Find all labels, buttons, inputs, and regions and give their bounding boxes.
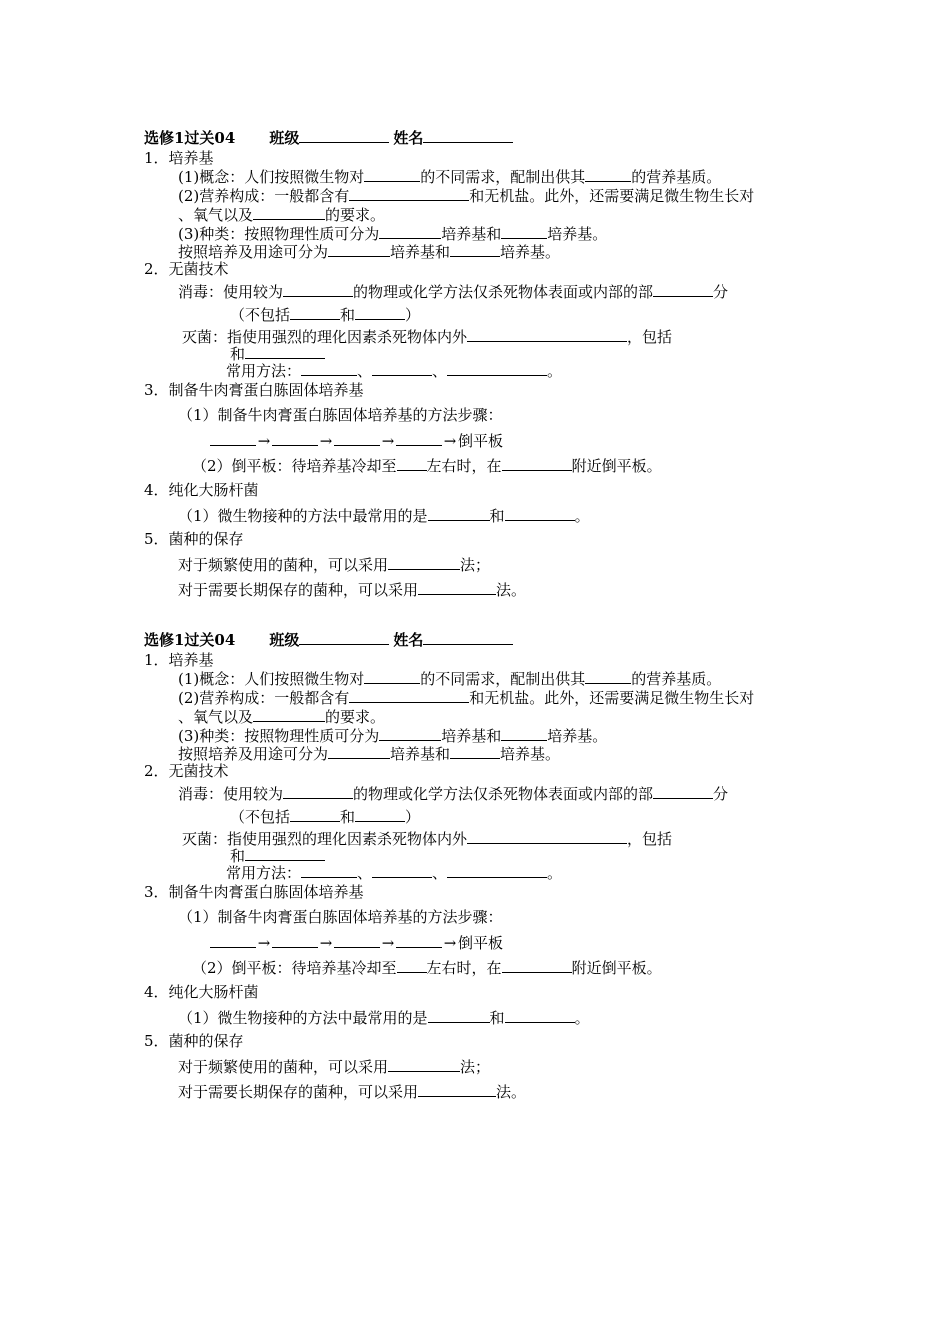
- text: （2）倒平板：待培养基冷却至: [192, 959, 397, 977]
- fill-blank[interactable]: [501, 726, 547, 741]
- section-1-title: 1．培养基: [144, 149, 214, 167]
- fill-blank[interactable]: [397, 456, 427, 471]
- fill-blank[interactable]: [328, 242, 390, 257]
- inoculation-line: [178, 1008, 590, 1027]
- class-blank[interactable]: [299, 630, 389, 645]
- text: ，包括: [627, 328, 673, 346]
- text: 常用方法：: [226, 362, 302, 380]
- text: （2）倒平板：待培养基冷却至: [192, 457, 397, 475]
- text: 和无机盐。此外，还需要满足微生物生长对: [469, 689, 755, 707]
- fill-blank[interactable]: [501, 224, 547, 239]
- text: 法；: [460, 556, 491, 574]
- section-2-title: 2．无菌技术: [144, 260, 229, 278]
- fill-blank[interactable]: [245, 846, 325, 861]
- fill-blank[interactable]: [301, 863, 357, 878]
- fill-blank[interactable]: [379, 224, 441, 239]
- section-5-title: 5．菌种的保存: [144, 1032, 244, 1050]
- arrow-icon: →: [319, 432, 333, 450]
- text: 、氧气以及: [178, 708, 254, 726]
- pour-line: [192, 456, 662, 475]
- fill-blank[interactable]: [301, 361, 357, 376]
- text: (1)概念：人们按照微生物对: [178, 168, 365, 186]
- fill-blank[interactable]: [447, 863, 547, 878]
- inoculation-line: [178, 506, 590, 525]
- fill-blank[interactable]: [364, 669, 420, 684]
- fill-blank[interactable]: [397, 958, 427, 973]
- methods-line: [226, 361, 562, 380]
- fill-blank[interactable]: [349, 688, 469, 703]
- text: 的物理或化学方法仅杀死物体表面或内部的部: [353, 785, 654, 803]
- section-1-title: 1．培养基: [144, 651, 214, 669]
- text: 对于需要长期保存的菌种，可以采用: [178, 581, 419, 599]
- section-4-title: 4．纯化大肠杆菌: [144, 983, 259, 1001]
- text: 。: [574, 507, 590, 525]
- fill-blank[interactable]: [253, 205, 325, 220]
- name-label: 姓名: [393, 129, 424, 147]
- concept-line: [178, 669, 721, 688]
- arrow-icon: →: [443, 432, 457, 450]
- text: 和: [340, 808, 356, 826]
- fill-blank[interactable]: [428, 506, 490, 521]
- disinfect-line: [178, 282, 728, 301]
- section-3-title: 3．制备牛肉膏蛋白胨固体培养基: [144, 883, 364, 901]
- text: 常用方法：: [226, 864, 302, 882]
- disinfect-line: [178, 784, 728, 803]
- text: 的营养基质。: [631, 670, 722, 688]
- fill-blank[interactable]: [272, 431, 318, 446]
- composition-line-2: [178, 707, 385, 726]
- text: (3)种类：按照物理性质可分为: [178, 225, 380, 243]
- usage-line: [178, 744, 560, 763]
- fill-blank[interactable]: [396, 933, 442, 948]
- text: 和: [230, 847, 246, 865]
- worksheet-title: 选修1过关04: [144, 631, 236, 649]
- longterm-line: [178, 1082, 526, 1101]
- text: 对于频繁使用的菌种，可以采用: [178, 1058, 389, 1076]
- class-label: 班级: [269, 631, 300, 649]
- composition-line: [178, 186, 754, 205]
- fill-blank[interactable]: [272, 933, 318, 948]
- text: （1）微生物接种的方法中最常用的是: [178, 1009, 428, 1027]
- text: 培养基和: [390, 243, 451, 261]
- text: （不包括: [230, 306, 291, 324]
- composition-line: [178, 688, 754, 707]
- fill-blank[interactable]: [502, 958, 572, 973]
- text: 的营养基质。: [631, 168, 722, 186]
- text: 的要求。: [325, 708, 386, 726]
- text: 灭菌：指使用强烈的理化因素杀死物体内外: [182, 830, 468, 848]
- exclude-line: [230, 305, 420, 324]
- arrow-icon: →: [257, 432, 271, 450]
- text: 按照培养及用途可分为: [178, 745, 329, 763]
- name-blank[interactable]: [423, 128, 513, 143]
- text: 。: [547, 864, 563, 882]
- text: 和无机盐。此外，还需要满足微生物生长对: [469, 187, 755, 205]
- text: 的不同需求，配制出供其: [420, 670, 586, 688]
- fill-blank[interactable]: [396, 431, 442, 446]
- fill-blank[interactable]: [334, 933, 380, 948]
- fill-blank[interactable]: [467, 829, 627, 844]
- arrow-icon: →: [257, 934, 271, 952]
- steps-line: [210, 933, 503, 952]
- fill-blank[interactable]: [505, 1008, 575, 1023]
- text: 法。: [496, 581, 527, 599]
- fill-blank[interactable]: [245, 344, 325, 359]
- composition-line-2: [178, 205, 385, 224]
- worksheet-title: 选修1过关04: [144, 129, 236, 147]
- text: 的物理或化学方法仅杀死物体表面或内部的部: [353, 283, 654, 301]
- text: 倒平板: [458, 432, 504, 450]
- fill-blank[interactable]: [502, 456, 572, 471]
- text: 灭菌：指使用强烈的理化因素杀死物体内外: [182, 328, 468, 346]
- fill-blank[interactable]: [450, 744, 500, 759]
- text: 分: [713, 283, 729, 301]
- text: 培养基。: [500, 243, 561, 261]
- text: 对于需要长期保存的菌种，可以采用: [178, 1083, 419, 1101]
- arrow-icon: →: [381, 432, 395, 450]
- fill-blank[interactable]: [585, 167, 631, 182]
- fill-blank[interactable]: [418, 580, 496, 595]
- text: 培养基和: [390, 745, 451, 763]
- fill-blank[interactable]: [210, 431, 256, 446]
- text: 附近倒平板。: [571, 959, 662, 977]
- fill-blank[interactable]: [355, 305, 405, 320]
- text: 按照培养及用途可分为: [178, 243, 329, 261]
- text: ）: [405, 808, 421, 826]
- fill-blank[interactable]: [379, 726, 441, 741]
- text: 消毒：使用较为: [178, 785, 284, 803]
- text: 、: [432, 864, 448, 882]
- text: 对于频繁使用的菌种，可以采用: [178, 556, 389, 574]
- section-4-title: 4．纯化大肠杆菌: [144, 481, 259, 499]
- text: 培养基。: [547, 727, 608, 745]
- text: (2)营养构成：一般都含有: [178, 187, 350, 205]
- worksheet-header: [144, 128, 513, 147]
- section-2-title: 2．无菌技术: [144, 762, 229, 780]
- text: 和: [230, 345, 246, 363]
- arrow-icon: →: [381, 934, 395, 952]
- text: 倒平板: [458, 934, 504, 952]
- text: 培养基。: [547, 225, 608, 243]
- section-3-title: 3．制备牛肉膏蛋白胨固体培养基: [144, 381, 364, 399]
- fill-blank[interactable]: [283, 784, 353, 799]
- text: 培养基和: [441, 225, 502, 243]
- usage-line: [178, 242, 560, 261]
- text: 和: [489, 507, 505, 525]
- text: 、氧气以及: [178, 206, 254, 224]
- text: 和: [489, 1009, 505, 1027]
- exclude-line: [230, 807, 420, 826]
- fill-blank[interactable]: [585, 669, 631, 684]
- frequent-line: [178, 555, 490, 574]
- frequent-line: [178, 1057, 490, 1076]
- text: （1）微生物接种的方法中最常用的是: [178, 507, 428, 525]
- text: 培养基。: [500, 745, 561, 763]
- text: 和: [340, 306, 356, 324]
- steps-line: [210, 431, 503, 450]
- arrow-icon: →: [319, 934, 333, 952]
- class-blank[interactable]: [299, 128, 389, 143]
- fill-blank[interactable]: [372, 863, 432, 878]
- methods-line: [226, 863, 562, 882]
- text: 附近倒平板。: [571, 457, 662, 475]
- fill-blank[interactable]: [428, 1008, 490, 1023]
- text: ）: [405, 306, 421, 324]
- fill-blank[interactable]: [447, 361, 547, 376]
- text: 、: [357, 864, 373, 882]
- fill-blank[interactable]: [653, 784, 713, 799]
- text: 法。: [496, 1083, 527, 1101]
- types-line: [178, 726, 607, 745]
- text: 、: [357, 362, 373, 380]
- text: (1)概念：人们按照微生物对: [178, 670, 365, 688]
- fill-blank[interactable]: [467, 327, 627, 342]
- longterm-line: [178, 580, 526, 599]
- text: (3)种类：按照物理性质可分为: [178, 727, 380, 745]
- fill-blank[interactable]: [328, 744, 390, 759]
- types-line: [178, 224, 607, 243]
- fill-blank[interactable]: [364, 167, 420, 182]
- pour-line: [192, 958, 662, 977]
- fill-blank[interactable]: [372, 361, 432, 376]
- fill-blank[interactable]: [253, 707, 325, 722]
- fill-blank[interactable]: [418, 1082, 496, 1097]
- text: 左右时，在: [426, 959, 502, 977]
- text: 。: [547, 362, 563, 380]
- fill-blank[interactable]: [355, 807, 405, 822]
- steps-heading: （1）制备牛肉膏蛋白胨固体培养基的方法步骤：: [178, 908, 503, 926]
- text: 分: [713, 785, 729, 803]
- class-label: 班级: [269, 129, 300, 147]
- concept-line: [178, 167, 721, 186]
- text: 法；: [460, 1058, 491, 1076]
- arrow-icon: →: [443, 934, 457, 952]
- name-blank[interactable]: [423, 630, 513, 645]
- text: 的要求。: [325, 206, 386, 224]
- text: ，包括: [627, 830, 673, 848]
- text: 培养基和: [441, 727, 502, 745]
- fill-blank[interactable]: [388, 1057, 460, 1072]
- fill-blank[interactable]: [210, 933, 256, 948]
- fill-blank[interactable]: [349, 186, 469, 201]
- name-label: 姓名: [393, 631, 424, 649]
- fill-blank[interactable]: [653, 282, 713, 297]
- steps-heading: （1）制备牛肉膏蛋白胨固体培养基的方法步骤：: [178, 406, 503, 424]
- text: 左右时，在: [426, 457, 502, 475]
- text: 消毒：使用较为: [178, 283, 284, 301]
- worksheet-header: [144, 630, 513, 649]
- fill-blank[interactable]: [505, 506, 575, 521]
- text: 、: [432, 362, 448, 380]
- section-5-title: 5．菌种的保存: [144, 530, 244, 548]
- fill-blank[interactable]: [290, 305, 340, 320]
- text: 。: [574, 1009, 590, 1027]
- text: 的不同需求，配制出供其: [420, 168, 586, 186]
- text: （不包括: [230, 808, 291, 826]
- fill-blank[interactable]: [450, 242, 500, 257]
- fill-blank[interactable]: [290, 807, 340, 822]
- fill-blank[interactable]: [334, 431, 380, 446]
- fill-blank[interactable]: [283, 282, 353, 297]
- text: (2)营养构成：一般都含有: [178, 689, 350, 707]
- fill-blank[interactable]: [388, 555, 460, 570]
